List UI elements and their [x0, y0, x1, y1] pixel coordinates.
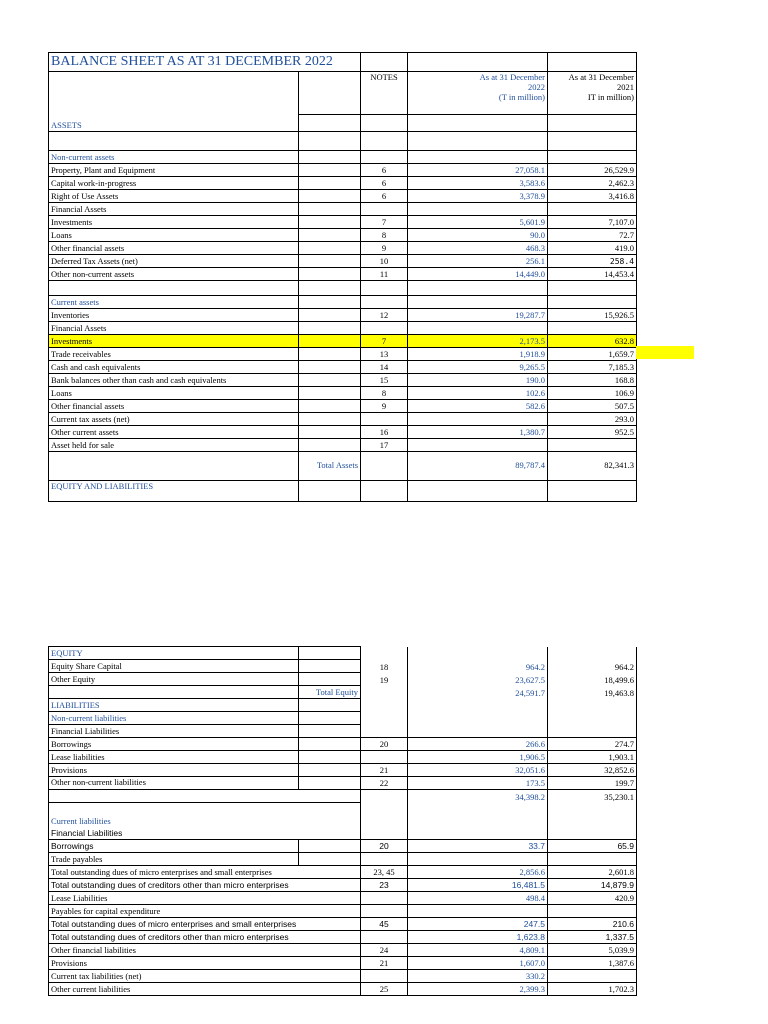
equity-label: EQUITY [49, 647, 299, 660]
table-row: Investments 7 5,601.9 7,107.0 [49, 215, 637, 228]
table-row: Current tax assets (net) 293.0 [49, 412, 637, 425]
table-row: Total outstanding dues of creditors other than micro enterprises 23 16,481.5 14,879.9 [49, 879, 637, 892]
current-financial-liabilities-label: Financial Liabilities [49, 827, 299, 840]
subtotal-row: 34,398.2 35,230.1 [49, 790, 637, 803]
table-row: Deferred Tax Assets (net) 10 256.1 258.4 [49, 254, 637, 267]
table-row: Borrowings 20 266.6 274.7 [49, 738, 637, 751]
table-row: Equity Share Capital 18 964.2 964.2 [49, 660, 637, 673]
balance-sheet-assets-block [48, 52, 636, 502]
table-row: Other Equity 19 23,627.5 18,499.6 [49, 673, 637, 686]
table-row: Loans 8 102.6 106.9 [49, 386, 637, 399]
header-2021: As at 31 December 2021 IT in million) [548, 72, 637, 115]
table-row: Financial Assets [49, 321, 637, 334]
table-row: Other financial assets 9 468.3 419.0 [49, 241, 637, 254]
header-2022: As at 31 December 2022 (T in million) [408, 72, 548, 115]
table-row: Total outstanding dues of micro enterprises and small enterprises 23, 45 2,856.6 2,601.8 [49, 866, 637, 879]
table-row-highlighted: Investments 7 2,173.5 632.8 [49, 334, 637, 347]
table-row: Other non-current liabilities 22 173.5 199.7 [49, 777, 637, 790]
table-row: Other current liabilities 25 2,399.3 1,702.3 [49, 983, 637, 996]
table-row: Other current assets 16 1,380.7 952.5 [49, 425, 637, 438]
table-row: Lease liabilities 1,906.5 1,903.1 [49, 751, 637, 764]
table-row: Current tax liabilities (net) 330.2 [49, 970, 637, 983]
table-row: Total outstanding dues of micro enterprises and small enterprises 45 247.5 210.6 [49, 918, 637, 931]
table-row: Loans 8 90.0 72.7 [49, 228, 637, 241]
sheet-title: BALANCE SHEET AS AT 31 DECEMBER 2022 [49, 53, 361, 72]
assets-label: ASSETS [49, 115, 299, 132]
table-row: Provisions 21 32,051.6 32,852.6 [49, 764, 637, 777]
table-row: Bank balances other than cash and cash equivalents 15 190.0 168.8 [49, 373, 637, 386]
equity-liabilities-label: EQUITY AND LIABILITIES [49, 480, 299, 501]
highlight-extension [636, 346, 694, 359]
liabilities-label: LIABILITIES [49, 699, 299, 712]
notes-header: NOTES [361, 72, 408, 115]
table-row: Lease Liabilities 498.4 420.9 [49, 892, 637, 905]
table-row: Capital work-in-progress 6 3,583.6 2,462.3 [49, 176, 637, 189]
table-row: Payables for capital expenditure [49, 905, 637, 918]
liabilities-table [48, 646, 637, 996]
table-row: Financial Assets [49, 202, 637, 215]
table-row: Asset held for sale 17 [49, 438, 637, 451]
noncurrent-assets-label: Non-current assets [49, 150, 299, 163]
current-assets-label: Current assets [49, 295, 299, 308]
current-liabilities-label: Current liabilities [49, 815, 299, 827]
table-row: Other financial liabilities 24 4,809.1 5,039.9 [49, 944, 637, 957]
assets-table [48, 52, 637, 502]
noncurrent-liabilities-label: Non-current liabilities [49, 712, 299, 725]
table-row: Borrowings 20 33.7 65.9 [49, 840, 637, 853]
balance-sheet-liabilities-block [48, 646, 636, 996]
table-row: Cash and cash equivalents 14 9,265.5 7,185.3 [49, 360, 637, 373]
table-row: Total outstanding dues of creditors other than micro enterprises 1,623.8 1,337.5 [49, 931, 637, 944]
table-row: Other non-current assets 11 14,449.0 14,453.4 [49, 267, 637, 280]
table-row: Other financial assets 9 582.6 507.5 [49, 399, 637, 412]
table-row: Right of Use Assets 6 3,378.9 3,416.8 [49, 189, 637, 202]
table-row: Provisions 21 1,607.0 1,387.6 [49, 957, 637, 970]
table-row: Trade receivables 13 1,918.9 1,659.7 [49, 347, 637, 360]
table-row: Inventories 12 19,287.7 15,926.5 [49, 308, 637, 321]
table-row: Property, Plant and Equipment 6 27,058.1 26,529.9 [49, 163, 637, 176]
financial-liabilities-label: Financial Liabilities [49, 725, 299, 738]
table-row: Trade payables [49, 853, 637, 866]
total-assets-row: Total Assets 89,787.4 82,341.3 [49, 451, 637, 480]
total-equity-row: Total Equity 24,591.7 19,463.8 [49, 686, 637, 699]
